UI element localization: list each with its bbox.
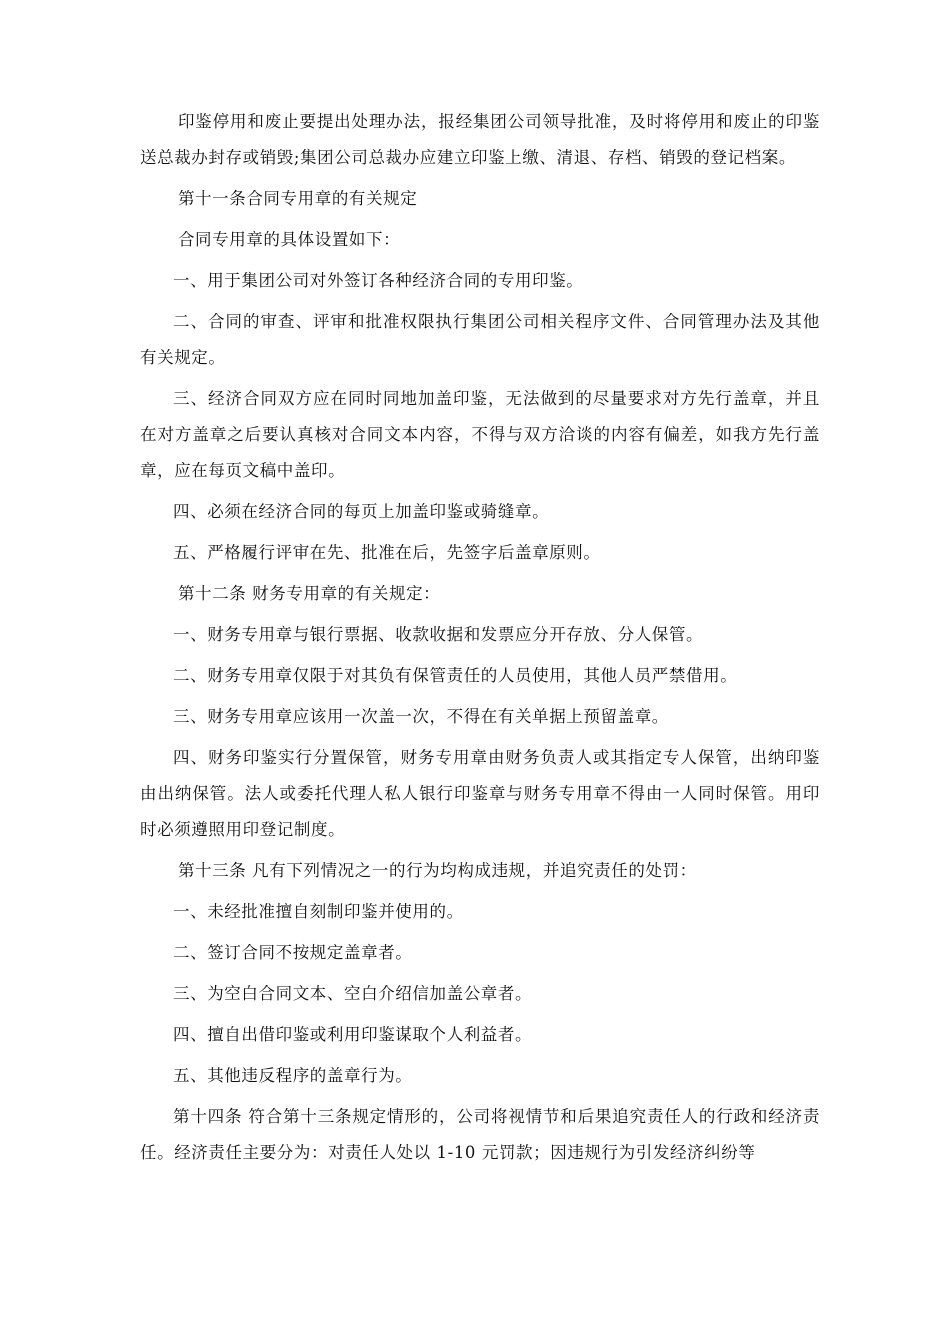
article-13-item-4: 四、擅自出借印鉴或利用印鉴谋取个人利益者。 — [173, 1025, 533, 1044]
article-11-intro: 合同专用章的具体设置如下： — [177, 230, 401, 249]
article-13-item-5: 五、其他违反程序的盖章行为。 — [173, 1066, 413, 1085]
article-12-item-4: 四、财务印鉴实行分置保管，财务专用章由财务负责人或其指定专人保管，出纳印鉴由出纳保管。法人或委托代理人私人银行印鉴章与财务专用章不得由一人同时保管。用印时必须遵照用印登记制度。 — [140, 748, 820, 839]
article-12-item-2: 二、财务专用章仅限于对其负有保管责任的人员使用，其他人员严禁借用。 — [173, 666, 738, 685]
article-11-item-4: 四、必须在经济合同的每页上加盖印鉴或骑缝章。 — [173, 502, 550, 521]
article-11-heading: 第十一条合同专用章的有关规定 — [177, 189, 418, 208]
article-12-heading: 第十二条 财务专用章的有关规定： — [177, 584, 441, 603]
article-13-item-1: 一、未经批准擅自刻制印鉴并使用的。 — [173, 902, 464, 921]
article-12-item-1: 一、财务专用章与银行票据、收款收据和发票应分开存放、分人保管。 — [173, 625, 704, 644]
article-11-item-1: 一、用于集团公司对外签订各种经济合同的专用印鉴。 — [173, 271, 584, 290]
article-11-item-5: 五、严格履行评审在先、批准在后，先签字后盖章原则。 — [173, 543, 601, 562]
article-13-heading: 第十三条 凡有下列情况之一的行为均构成违规，并追究责任的处罚： — [177, 861, 697, 880]
article-13-item-2: 二、签订合同不按规定盖章者。 — [173, 943, 413, 962]
document-body — [140, 104, 820, 1171]
article-14-paragraph: 第十四条 符合第十三条规定情形的，公司将视情节和后果追究责任人的行政和经济责任。经济责任主要分为：对责任人处以 1-10 元罚款；因违规行为引发经济纠纷等 — [140, 1107, 820, 1162]
article-11-item-3: 三、经济合同双方应在同时同地加盖印鉴，无法做到的尽量要求对方先行盖章，并且在对方盖章之后要认真核对合同文本内容，不得与双方洽谈的内容有偏差，如我方先行盖章，应在每页文稿中盖印。 — [140, 389, 820, 480]
article-12-item-3: 三、财务专用章应该用一次盖一次，不得在有关单据上预留盖章。 — [173, 707, 669, 726]
article-11-item-2: 二、合同的审查、评审和批准权限执行集团公司相关程序文件、合同管理办法及其他有关规定。 — [140, 312, 820, 367]
article-13-item-3: 三、为空白合同文本、空白介绍信加盖公章者。 — [173, 984, 533, 1003]
paragraph-seal-disposal: 印鉴停用和废止要提出处理办法，报经集团公司领导批准，及时将停用和废止的印鉴送总裁办封存或销毁;集团公司总裁办应建立印鉴上缴、清退、存档、销毁的登记档案。 — [140, 112, 820, 167]
